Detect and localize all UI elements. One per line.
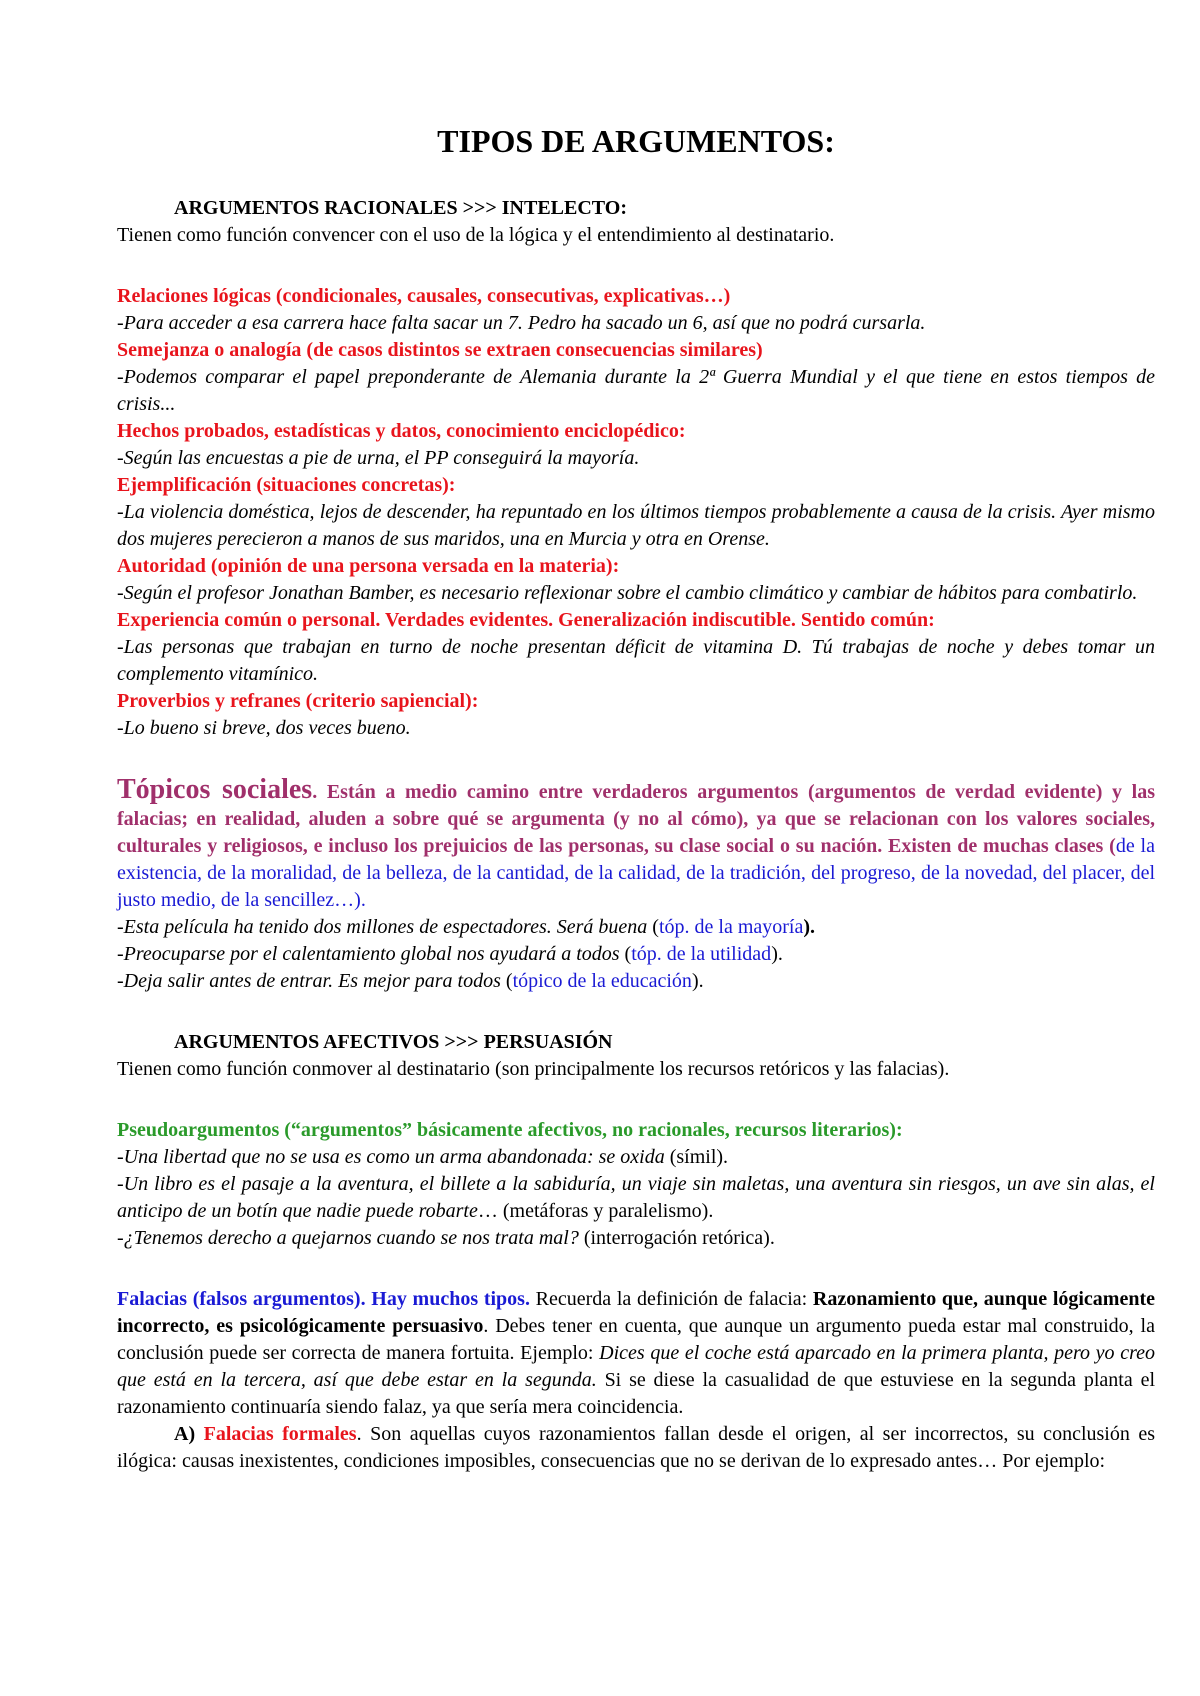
falacias-formales-paragraph: A) Falacias formales. Son aquellas cuyos razonamientos fallan desde el origen, al ser incorrectos, su conclusión es ilógica: causas inexistentes, condiciones imposibles, consecuencias que no se derivan de lo expresado antes… Por ejemplo: [117, 1423, 1156, 1472]
topicos-list: de la existencia, de la moralidad, de la belleza, de la cantidad, de la calidad, de la tradición, del progreso, de la novedad, del placer, del justo medio, de la sencillez… [117, 835, 1155, 911]
argument-type-label: Ejemplificación (situaciones concretas): [117, 474, 456, 496]
argument-example: -La violencia doméstica, lejos de descender, ha repuntado en los últimos tiempos probablemente a causa de la crisis. Ayer mismo dos mujeres perecieron a manos de sus maridos, una en Murcia y otra en Orense. [117, 501, 1155, 550]
falacias-paragraph: Falacias (falsos argumentos). Hay muchos tipos. Recuerda la definición de falacia: Razonamiento que, aunque lógicamente incorrecto, es psicológicamente persuasivo. Debes tener en cuenta, que aunque un argumento pueda estar mal construido, la conclusión puede ser correcta de manera fortuita. Ejemplo: Dices que el coche está aparcado en la primera planta, pero yo creo que está en la tercera, así que debe estar en la segunda. Si se diese la casualidad de que estuviese en la segunda planta el razonamiento continuaría siendo falaz, ya que sería mera coincidencia. [117, 1288, 1156, 1418]
falacias-formales-letter: A) [174, 1423, 196, 1445]
topicos-label: Tópicos sociales [117, 774, 313, 805]
section-intro-racionales: Tienen como función convencer con el uso de la lógica y el entendimiento al destinatario. [117, 224, 835, 246]
topicos-description: . Están a medio camino entre verdaderos argumentos (argumentos de verdad evidente) y las falacias; en realidad, aluden a sobre qué se argumenta (y no al cómo), ya que se relacionan con los valores sociales, culturales y religiosos, e incluso los prejuicios de las personas, su clase social o su nación. Existen de muchas clases ( [117, 781, 1156, 857]
falacias-label: Falacias (falsos argumentos). Hay muchos tipos. [117, 1288, 530, 1310]
pseudo-example: -¿Tenemos derecho a quejarnos cuando se nos trata mal? (interrogación retórica). [117, 1227, 775, 1249]
page-title: TIPOS DE ARGUMENTOS: [437, 123, 835, 159]
argument-type-label: Hechos probados, estadísticas y datos, conocimiento enciclopédico: [117, 420, 686, 442]
racionales-list [117, 283, 1155, 742]
pseudo-example: -Un libro es el pasaje a la aventura, el billete a la sabiduría, un viaje sin maletas, una aventura sin riesgos, un ave sin alas, el anticipo de un botín que nadie puede robarte… (metáforas y paralelismo). [117, 1173, 1155, 1222]
falacias-formales-label: Falacias formales [203, 1423, 357, 1445]
argument-example: -Para acceder a esa carrera hace falta sacar un 7. Pedro ha sacado un 6, así que no podrá cursarla. [117, 312, 926, 334]
argument-type-label: Experiencia común o personal. Verdades evidentes. Generalización indiscutible. Sentido común: [117, 609, 935, 631]
topicos-list-close: ). [354, 889, 366, 911]
pseudo-example: -Una libertad que no se usa es como un arma abandonada: se oxida (símil). [117, 1146, 729, 1168]
argument-example: -Según las encuestas a pie de urna, el PP conseguirá la mayoría. [117, 447, 640, 469]
argument-type-label: Semejanza o analogía (de casos distintos se extraen consecuencias similares) [117, 339, 763, 361]
argument-example: -Según el profesor Jonathan Bamber, es necesario reflexionar sobre el cambio climático y cambiar de hábitos para combatirlo. [117, 582, 1138, 604]
topico-tag: tóp. de la mayoría [658, 916, 804, 938]
document-page [117, 0, 1155, 1475]
argument-type-label: Proverbios y refranes (criterio sapiencial): [117, 690, 479, 712]
topico-tag: tóp. de la utilidad [631, 943, 772, 965]
topico-example: -Deja salir antes de entrar. Es mejor para todos (tópico de la educación). [117, 970, 704, 992]
falacia-definition: Razonamiento que, aunque lógicamente incorrecto, es psicológicamente persuasivo [117, 1288, 1156, 1337]
pseudo-label: Pseudoargumentos (“argumentos” básicamente afectivos, no racionales, recursos literarios): [117, 1119, 903, 1141]
section-heading-racionales: ARGUMENTOS RACIONALES >>> INTELECTO: [174, 197, 627, 219]
topico-example: -Preocuparse por el calentamiento global nos ayudará a todos (tóp. de la utilidad). [117, 943, 783, 965]
argument-example: -Lo bueno si breve, dos veces bueno. [117, 717, 411, 739]
topico-tag: tópico de la educación [512, 970, 692, 992]
section-heading-afectivos: ARGUMENTOS AFECTIVOS >>> PERSUASIÓN [174, 1031, 613, 1053]
topicos-paragraph [117, 776, 1155, 914]
argument-type-label: Autoridad (opinión de una persona versada en la materia): [117, 555, 620, 577]
argument-example: -Las personas que trabajan en turno de noche presentan déficit de vitamina D. Tú trabajas de noche y debes tomar un complemento vitamínico. [117, 636, 1155, 685]
topico-example: -Esta película ha tenido dos millones de espectadores. Será buena (tóp. de la mayoría). [117, 916, 816, 938]
argument-example: -Podemos comparar el papel preponderante de Alemania durante la 2ª Guerra Mundial y el que tiene en estos tiempos de crisis... [117, 366, 1155, 415]
falacia-example: Dices que el coche está aparcado en la primera planta, pero yo creo que está en la tercera, así que debe estar en la segunda. [117, 1342, 1155, 1391]
section-intro-afectivos: Tienen como función conmover al destinatario (son principalmente los recursos retóricos y las falacias). [117, 1058, 950, 1080]
argument-type-label: Relaciones lógicas (condicionales, causales, consecutivas, explicativas…) [117, 285, 731, 307]
